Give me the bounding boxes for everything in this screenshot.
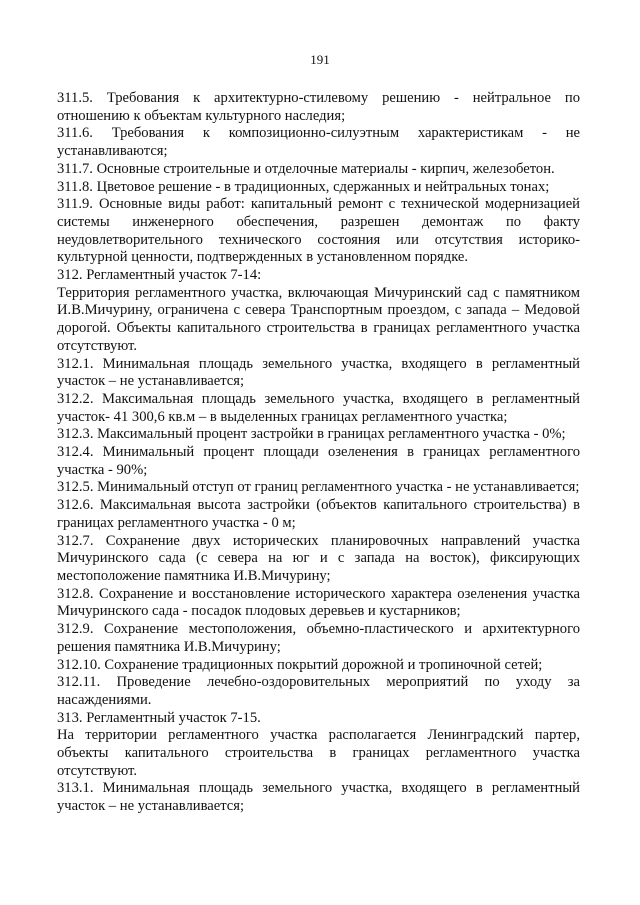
paragraph-312-2: 312.2. Максимальная площадь земельного участка, входящего в регламентный участок- 41 300,6 кв.м – в выделенных границах регламентного участка; — [57, 390, 580, 425]
section-heading-312: 312. Регламентный участок 7-14: — [57, 267, 262, 284]
paragraph-313-1: 313.1. Минимальная площадь земельного участка, входящего в регламентный участок – не устанавливается; — [57, 780, 580, 815]
paragraph-311-8: 311.8. Цветовое решение - в традиционных, сдержанных и нейтральных тонах; — [57, 178, 550, 195]
paragraph-312-3: 312.3. Максимальный процент застройки в границах регламентного участка - 0%; — [57, 426, 566, 443]
section-heading-313: 313. Регламентный участок 7-15. — [57, 709, 261, 726]
paragraph-312-7: 312.7. Сохранение двух исторических планировочных направлений участка Мичуринского сада (с севера на юг и с запада на восток), фиксирующих местоположение памятника И.В.Мичурину; — [57, 532, 580, 584]
paragraph-311-7: 311.7. Основные строительные и отделочные материалы - кирпич, железобетон. — [57, 160, 555, 177]
paragraph-312-8: 312.8. Сохранение и восстановление исторического характера озеленения участка Мичуринского сада - посадок плодовых деревьев и кустарников; — [57, 585, 580, 620]
paragraph-312-6: 312.6. Максимальная высота застройки (объектов капитального строительства) в границах регламентного участка - 0 м; — [57, 497, 580, 531]
paragraph-311-6: 311.6. Требования к композиционно-силуэтным характеристикам - не устанавливаются; — [57, 125, 580, 160]
paragraph-312-9: 312.9. Сохранение местоположения, объемно-пластического и архитектурного решения памятника И.В.Мичурину; — [57, 621, 580, 655]
paragraph-311-5: 311.5. Требования к архитектурно-стилевому решению - нейтральное по отношению к объектам культурного наследия; — [57, 90, 580, 124]
paragraph-312-11: 312.11. Проведение лечебно-оздоровительных мероприятий по уходу за насаждениями. — [57, 674, 580, 708]
paragraph-312-description: Территория регламентного участка, включающая Мичуринский сад с памятником И.В.Мичурину, ограничена с севера Транспортным проездом, с запада – Медовой дорогой. Объекты капитального строительства в границах регламентного участка отсутствуют. — [57, 284, 580, 354]
page-number: 191 — [310, 52, 330, 67]
document-body — [57, 90, 580, 816]
paragraph-312-4: 312.4. Минимальный процент площади озеленения в границах регламентного участка - 90%; — [57, 444, 580, 478]
paragraph-312-1: 312.1. Минимальная площадь земельного участка, входящего в регламентный участок – не устанавливается; — [57, 355, 580, 390]
paragraph-313-description: На территории регламентного участка располагается Ленинградский партер, объекты капитального строительства в границах регламентного участка отсутствуют. — [57, 727, 580, 779]
paragraph-312-10: 312.10. Сохранение традиционных покрытий дорожной и тропиночной сетей; — [57, 656, 543, 673]
paragraph-311-9: 311.9. Основные виды работ: капитальный ремонт с технической модернизацией системы инженерного обеспечения, разрешен демонтаж по факту неудовлетворительного технического состояния или отсутствия историко-культурной ценности, подтвержденных в установленном порядке. — [57, 196, 580, 266]
paragraph-312-5: 312.5. Минимальный отступ от границ регламентного участка - не устанавливается; — [57, 479, 580, 496]
